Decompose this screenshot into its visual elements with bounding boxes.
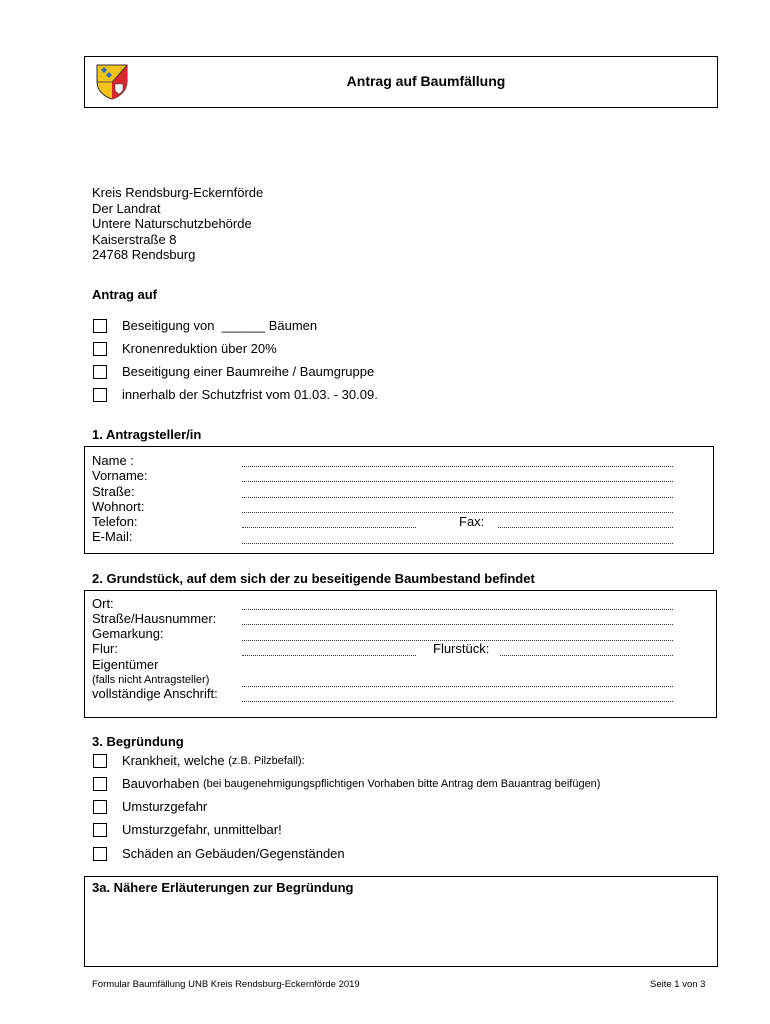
checkbox[interactable] xyxy=(93,319,107,333)
strasse-field[interactable] xyxy=(242,497,673,498)
section1-heading: 1. Antragsteller/in xyxy=(92,427,202,442)
wohnort-field[interactable] xyxy=(242,512,673,513)
option-label: Beseitigung von ______ Bäumen xyxy=(122,318,318,333)
section1-box xyxy=(84,446,714,554)
strasse-hausnummer-field[interactable] xyxy=(242,624,673,625)
gemarkung-label: Gemarkung: xyxy=(92,626,164,641)
flur-field[interactable] xyxy=(242,655,416,656)
eigentuemer-field[interactable] xyxy=(242,686,673,687)
email-field[interactable] xyxy=(242,543,673,544)
option-label: Umsturzgefahr xyxy=(122,799,208,814)
eigentuemer-note: (falls nicht Antragsteller) xyxy=(92,674,210,686)
antrag-heading: Antrag auf xyxy=(92,287,157,302)
begruendung-option-umsturzgefahr-unmittelbar[interactable] xyxy=(93,822,282,837)
checkbox[interactable] xyxy=(93,800,107,814)
begruendung-option-krankheit[interactable] xyxy=(93,753,305,768)
checkbox[interactable] xyxy=(93,388,107,402)
flurstueck-field[interactable] xyxy=(500,655,673,656)
strasse-label: Straße: xyxy=(92,484,135,499)
option-label: Beseitigung einer Baumreihe / Baumgruppe xyxy=(122,364,375,379)
address-line: Der Landrat xyxy=(92,200,161,216)
vorname-field[interactable] xyxy=(242,481,673,482)
section3-heading: 3. Begründung xyxy=(92,734,184,749)
antrag-option-beseitigung[interactable] xyxy=(93,318,317,333)
antrag-option-baumreihe[interactable] xyxy=(93,364,374,379)
checkbox[interactable] xyxy=(93,754,107,768)
ort-label: Ort: xyxy=(92,596,114,611)
checkbox[interactable] xyxy=(93,847,107,861)
option-note: (bei baugenehmigungspflichtigen Vorhaben bitte Antrag dem Bauantrag beifügen) xyxy=(202,777,601,790)
flur-label: Flur: xyxy=(92,641,118,656)
email-label: E-Mail: xyxy=(92,529,133,544)
section2-heading: 2. Grundstück, auf dem sich der zu beseitigende Baumbestand befindet xyxy=(92,571,535,586)
fax-label: Fax: xyxy=(459,514,485,529)
address-line: 24768 Rendsburg xyxy=(92,247,196,262)
strasse-hausnummer-label: Straße/Hausnummer: xyxy=(92,611,217,626)
recipient-address xyxy=(92,185,263,263)
address-line: Untere Naturschutzbehörde xyxy=(92,216,252,231)
gemarkung-field[interactable] xyxy=(242,640,673,641)
antrag-option-kronenreduktion[interactable] xyxy=(93,341,277,356)
checkbox[interactable] xyxy=(93,365,107,379)
telefon-field[interactable] xyxy=(242,527,416,528)
begruendung-option-bauvorhaben[interactable] xyxy=(93,776,600,791)
option-label: innerhalb der Schutzfrist vom 01.03. - 30.09. xyxy=(122,387,378,402)
flurstueck-label: Flurstück: xyxy=(433,641,490,656)
antrag-option-schutzfrist[interactable] xyxy=(93,387,378,402)
eigentuemer-label: Eigentümer xyxy=(92,657,159,672)
option-label: Krankheit, welche xyxy=(122,753,229,768)
begruendung-option-schaeden[interactable] xyxy=(93,846,345,861)
anschrift-label: vollständige Anschrift: xyxy=(92,686,218,701)
address-line: Kaiserstraße 8 xyxy=(92,231,177,247)
page-title: Antrag auf Baumfällung xyxy=(346,73,506,89)
option-label: Umsturzgefahr, unmittelbar! xyxy=(122,822,282,837)
option-label: Kronenreduktion über 20% xyxy=(122,341,277,356)
page-number: Seite 1 von 3 xyxy=(650,979,706,990)
section3a-heading: 3a. Nähere Erläuterungen zur Begründung xyxy=(92,880,354,895)
footer-left: Formular Baumfällung UNB Kreis Rendsburg-Eckernförde 2019 xyxy=(92,979,360,990)
option-note: (z.B. Pilzbefall): xyxy=(228,754,305,767)
checkbox[interactable] xyxy=(93,342,107,356)
vorname-label: Vorname: xyxy=(92,468,148,483)
option-label: Schäden an Gebäuden/Gegenständen xyxy=(122,846,345,861)
address-line: Kreis Rendsburg-Eckernförde xyxy=(92,185,264,200)
begruendung-option-umsturzgefahr[interactable] xyxy=(93,799,207,814)
wohnort-label: Wohnort: xyxy=(92,499,145,514)
checkbox[interactable] xyxy=(93,823,107,837)
ort-field[interactable] xyxy=(242,609,673,610)
option-label: Bauvorhaben xyxy=(122,776,203,791)
name-field[interactable] xyxy=(242,466,673,467)
name-label: Name : xyxy=(92,453,134,468)
checkbox[interactable] xyxy=(93,777,107,791)
telefon-label: Telefon: xyxy=(92,514,138,529)
anschrift-field[interactable] xyxy=(242,701,673,702)
fax-field[interactable] xyxy=(498,527,673,528)
